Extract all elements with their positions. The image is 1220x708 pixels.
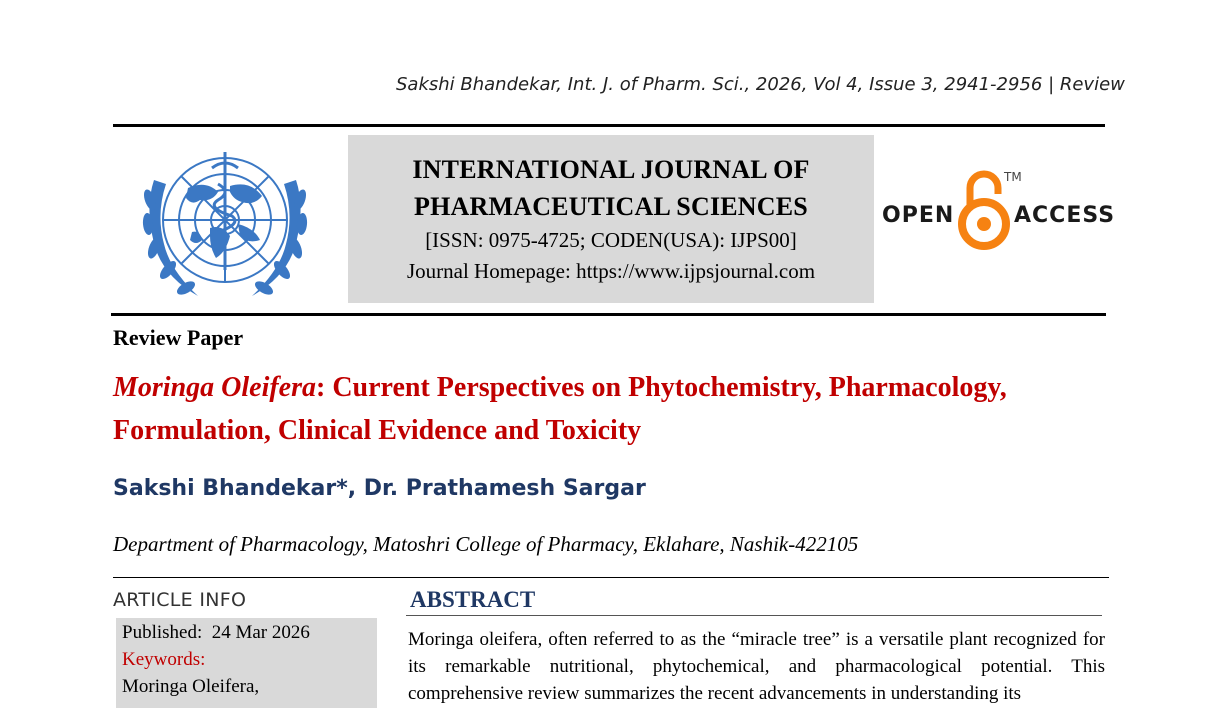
open-access-access-text: ACCESS — [1014, 203, 1116, 228]
published-label: Published: — [122, 622, 203, 643]
abstract-text: Moringa oleifera, often referred to as the “miracle tree” is a versatile plant recognized for its remarkable nutritional, phytochemical, and pharmacological potential. This comprehensive review summarizes the recent advancements in understanding its — [408, 629, 1105, 704]
trademark-mark: TM — [1004, 170, 1022, 184]
paper-title — [113, 366, 1113, 452]
journal-header-box — [348, 135, 874, 303]
affiliation: Department of Pharmacology, Matoshri College of Pharmacy, Eklahare, Nashik-422105 — [113, 532, 859, 556]
abstract-heading: ABSTRACT — [410, 587, 536, 612]
published-row — [116, 618, 377, 646]
paper-title-species: Moringa Oleifera — [113, 372, 316, 403]
paper-type-label: Review Paper — [113, 325, 244, 350]
keywords-label: Keywords: — [122, 649, 206, 670]
journal-homepage[interactable]: Journal Homepage: https://www.ijpsjournal.com — [406, 259, 816, 283]
open-access-logo — [880, 166, 1116, 256]
keyword-item: Moringa Oleifera, — [122, 676, 260, 697]
header-bottom-rule — [111, 313, 1106, 316]
published-date: 24 Mar 2026 — [211, 622, 310, 643]
journal-name-line-1: INTERNATIONAL JOURNAL OF — [412, 155, 810, 184]
section-divider — [113, 577, 1109, 578]
authors: Sakshi Bhandekar*, Dr. Prathamesh Sargar — [113, 476, 646, 501]
journal-name-line-2: PHARMACEUTICAL SCIENCES — [414, 192, 808, 221]
running-header-citation: Sakshi Bhandekar, Int. J. of Pharm. Sci., 2026, Vol 4, Issue 3, 2941-2956 | Review — [396, 74, 1125, 95]
open-access-open-text: OPEN — [882, 203, 955, 228]
journal-emblem-logo — [126, 140, 324, 306]
paper-title-rest: : Current Perspectives on Phytochemistry, Pharmacology, Formulation, Clinical Evidence and Toxicity — [113, 372, 1007, 446]
article-info-heading: ARTICLE INFO — [113, 589, 247, 611]
issn-line: [ISSN: 0975-4725; CODEN(USA): IJPS00] — [425, 228, 797, 252]
abstract-rule — [406, 615, 1102, 616]
header-top-rule — [113, 124, 1105, 127]
